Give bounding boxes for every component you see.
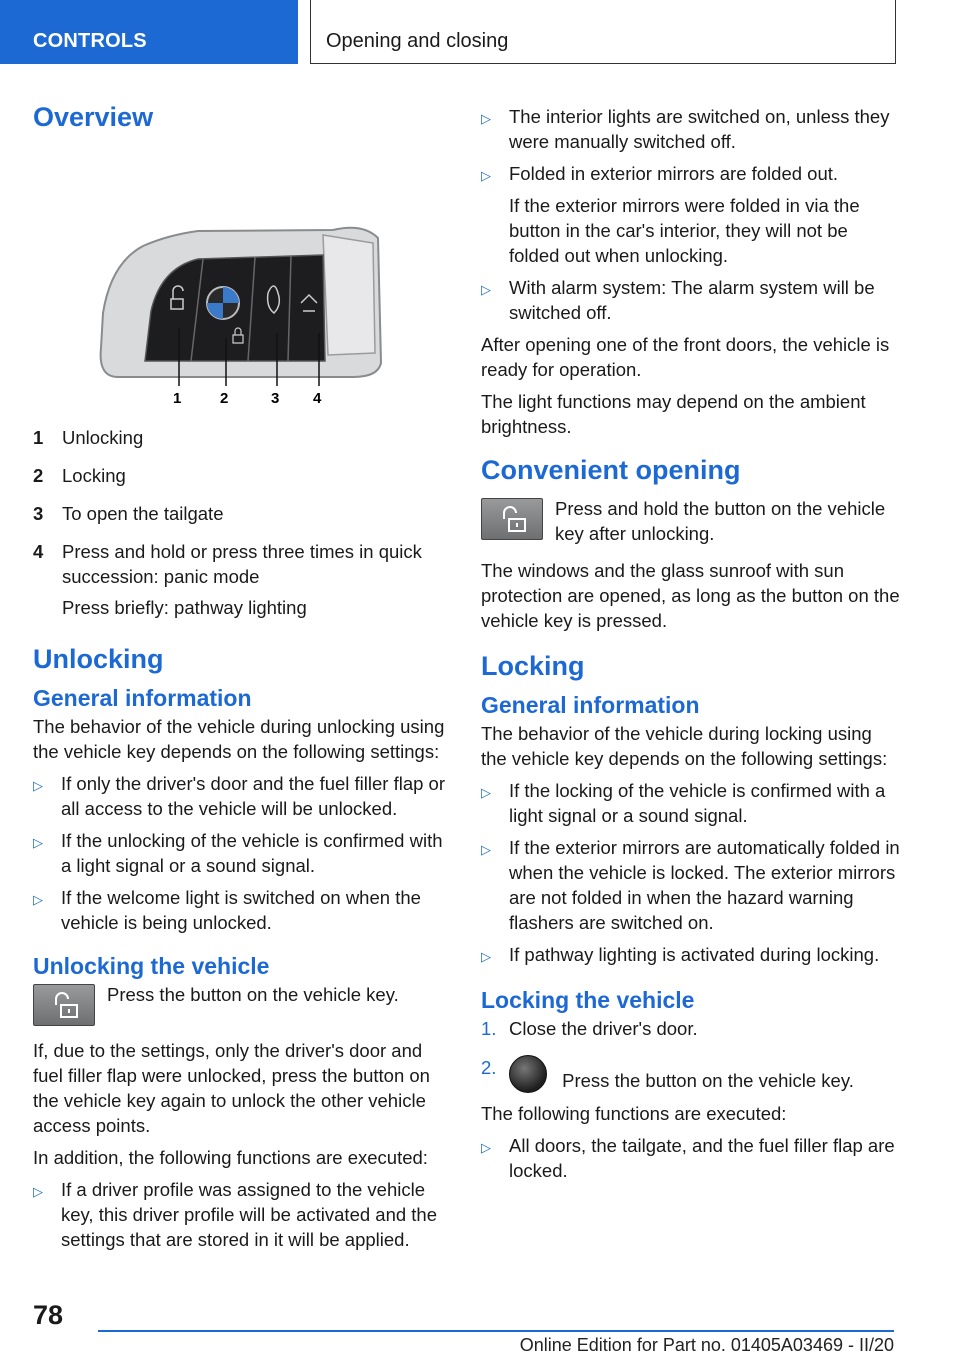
legend-number: 2	[33, 465, 44, 486]
legend-text: Press and hold or press three times in quick succession: panic mode	[62, 541, 422, 587]
bmw-logo-button-icon	[509, 1055, 547, 1093]
step-number: 1.	[481, 1018, 497, 1039]
unlock-button-row	[33, 982, 453, 1026]
legend-item	[33, 539, 453, 626]
section-tab	[0, 0, 298, 64]
legend-number: 4	[33, 541, 44, 562]
bullet-text: If pathway lighting is activated during locking.	[509, 944, 880, 965]
bullet-text: If the welcome light is switched on when the vehicle is being unlocked.	[61, 887, 421, 933]
triangle-right-icon: ▷	[481, 1140, 491, 1155]
right-column	[481, 104, 901, 1190]
list-item	[33, 771, 453, 821]
bullet-text: If the unlocking of the vehicle is confirmed with a light signal or a sound signal.	[61, 830, 443, 876]
legend-item	[33, 463, 453, 494]
step-number: 2.	[481, 1057, 497, 1078]
legend-item	[33, 425, 453, 456]
list-item	[33, 828, 453, 878]
list-item	[481, 275, 901, 325]
vehicle-key-illustration	[33, 143, 453, 413]
bullet-text: If the exterior mirrors are automatically folded in when the vehicle is locked. The exterior mirrors are not folded in when the hazard warning flashers are switched on.	[509, 837, 900, 933]
list-item	[481, 161, 901, 268]
bullet-text: With alarm system: The alarm system will be switched off.	[509, 277, 875, 323]
vehicle-key-figure	[33, 143, 453, 413]
legend-number: 1	[33, 427, 44, 448]
list-item	[481, 778, 901, 828]
body-paragraph: The light functions may depend on the ambient brightness.	[481, 391, 866, 437]
convenient-instruction: Press and hold the button on the vehicle key after unlocking.	[555, 498, 886, 544]
step-item	[481, 1055, 901, 1093]
legend-text: Unlocking	[62, 427, 144, 448]
step-text: Close the driver's door.	[509, 1018, 698, 1039]
bullet-text: If the locking of the vehicle is confirmed with a light signal or a sound signal.	[509, 780, 886, 826]
triangle-right-icon: ▷	[481, 282, 491, 297]
callout-3: 3	[271, 390, 280, 407]
list-item	[481, 1133, 901, 1183]
chapter-header	[310, 0, 896, 64]
bullet-subtext: If the exterior mirrors were folded in via the button in the car's interior, they will not be folded out when unlocking.	[509, 195, 860, 266]
step-text: Press the button on the vehicle key.	[562, 1070, 854, 1091]
callout-1: 1	[173, 390, 182, 407]
body-paragraph: After opening one of the front doors, the vehicle is ready for operation.	[481, 334, 890, 380]
general-intro: The behavior of the vehicle during unlocking using the vehicle key depends on the following settings:	[33, 716, 445, 762]
step-item	[481, 1016, 901, 1041]
legend-number: 3	[33, 503, 44, 524]
legend-item	[33, 501, 453, 532]
triangle-right-icon: ▷	[481, 842, 491, 857]
legend-text: Press briefly: pathway lighting	[62, 597, 307, 618]
edition-note: Online Edition for Part no. 01405A03469 - II/20	[519, 1335, 894, 1355]
triangle-right-icon: ▷	[481, 785, 491, 800]
list-item	[481, 104, 901, 154]
bullet-text: Folded in exterior mirrors are folded out.	[509, 163, 839, 184]
functions-intro: The following functions are executed:	[481, 1103, 787, 1124]
bullet-text: If only the driver's door and the fuel filler flap or all access to the vehicle will be unlocked.	[61, 773, 446, 819]
unlock-icon	[33, 984, 95, 1026]
left-column	[33, 96, 453, 1259]
bullet-text: If a driver profile was assigned to the vehicle key, this driver profile will be activated and the settings that are stored in it will be applied.	[61, 1179, 438, 1250]
bullet-text: All doors, the tailgate, and the fuel filler flap are locked.	[509, 1135, 895, 1181]
general-information-heading: General information	[33, 685, 252, 711]
legend-text: Locking	[62, 465, 126, 486]
bullet-text: The interior lights are switched on, unless they were manually switched off.	[509, 106, 890, 152]
convenient-opening-heading: Convenient opening	[481, 455, 741, 485]
triangle-right-icon: ▷	[33, 892, 43, 907]
overview-heading: Overview	[33, 102, 154, 132]
triangle-right-icon: ▷	[481, 168, 491, 183]
unlocking-heading: Unlocking	[33, 644, 164, 674]
unlock-icon	[481, 498, 543, 540]
unlock-instruction: Press the button on the vehicle key.	[107, 984, 399, 1005]
legend-text: To open the tailgate	[62, 503, 224, 524]
list-item	[481, 835, 901, 935]
triangle-right-icon: ▷	[33, 1184, 43, 1199]
triangle-right-icon: ▷	[481, 111, 491, 126]
callout-4: 4	[313, 390, 322, 407]
general-information-heading: General information	[481, 692, 700, 718]
convenient-button-row	[481, 496, 901, 546]
unlocking-vehicle-heading: Unlocking the vehicle	[33, 953, 270, 979]
unlock-paragraph: In addition, the following functions are executed:	[33, 1147, 428, 1168]
body-paragraph: The windows and the glass sunroof with sun protection are opened, as long as the button on the vehicle key is pressed.	[481, 560, 900, 631]
list-item	[33, 885, 453, 935]
locking-heading: Locking	[481, 651, 585, 681]
page-number: 78	[33, 1300, 64, 1330]
list-item	[481, 942, 901, 969]
locking-vehicle-heading: Locking the vehicle	[481, 987, 695, 1013]
figure-legend	[33, 425, 453, 626]
footer-divider	[98, 1330, 894, 1332]
triangle-right-icon: ▷	[33, 835, 43, 850]
general-intro: The behavior of the vehicle during locking using the vehicle key depends on the following settings:	[481, 723, 888, 769]
triangle-right-icon: ▷	[481, 949, 491, 964]
unlock-paragraph: If, due to the settings, only the driver's door and fuel filler flap were unlocked, press the button on the vehicle key again to unlock the other vehicle access points.	[33, 1040, 430, 1136]
list-item	[33, 1177, 453, 1252]
triangle-right-icon: ▷	[33, 778, 43, 793]
callout-2: 2	[220, 390, 229, 407]
chapter-title: Opening and closing	[326, 30, 509, 52]
section-label: CONTROLS	[33, 30, 147, 52]
